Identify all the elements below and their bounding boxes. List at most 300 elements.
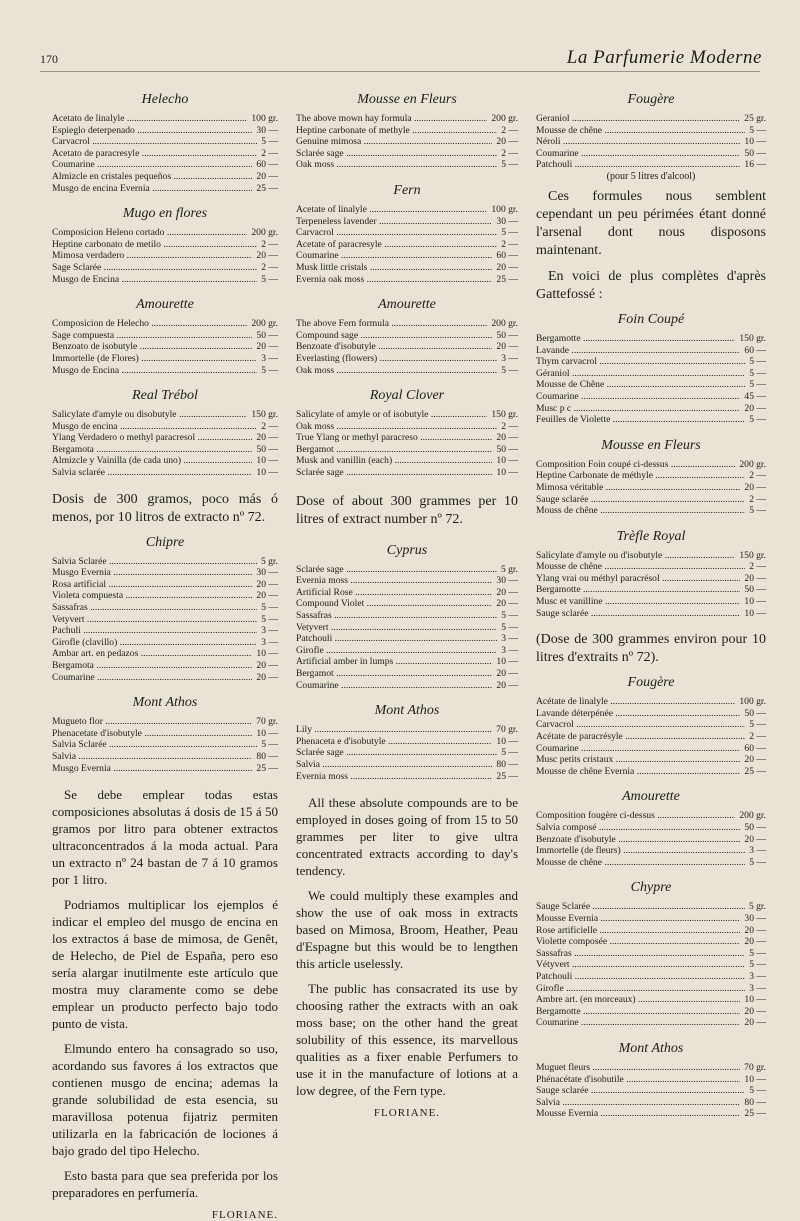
paragraph: Elmundo entero ha consagrado so uso, acordando sus favores á los extractos que contienen musgo de encina; ademas la grande solubilidad de esta esencia, su maravillosa potenua fijatriz permiten utilizarla en la fabricación de lociones á bajo grado del tipo Helecho. [52, 1041, 278, 1159]
section-title: Royal Clover [369, 388, 445, 404]
recipe-section [52, 92, 278, 194]
ingredient-quantity: 30 — [496, 215, 518, 227]
ingredient-quantity: 3 — [261, 625, 278, 637]
section-title: Real Trébol [132, 388, 198, 404]
paragraph: Se debe emplear todas estas composiciones absolutas á dosis de 15 á 50 gramos por litro para obtener extractos ultraconcentrados á la moda actual. Para un extracto nº 24 bastan de 7 á 10 gramos por 1 litro. [52, 787, 278, 888]
ingredient-quantity: 5 — [261, 136, 278, 148]
ingredient-quantity: 20 — [496, 586, 518, 598]
section-title: Fern [393, 182, 421, 198]
recipe-row [536, 766, 766, 778]
ingredient-quantity: 25 — [496, 273, 518, 285]
recipe-row [536, 403, 766, 415]
recipe-row [536, 971, 766, 983]
recipe-row [296, 113, 518, 125]
recipe-row [536, 1085, 766, 1097]
signature: FLORIANE. [211, 1209, 278, 1221]
recipe-row [296, 341, 518, 353]
ingredient-quantity: 25 — [496, 770, 518, 782]
ingredient-name: Coumarine ..... [536, 1017, 740, 1029]
recipe-row [296, 467, 518, 479]
ingredient-quantity: 150 gr. [251, 409, 278, 421]
recipe-row [296, 409, 518, 421]
recipe-row [52, 556, 278, 568]
ingredient-name: Sassafras ..... [536, 948, 745, 960]
ingredient-quantity: 20 — [496, 136, 518, 148]
recipe-row [296, 724, 518, 736]
recipe-row [296, 250, 518, 262]
ingredient-name: Bergamotte ..... [536, 333, 735, 345]
ingredient-quantity: 20 — [256, 432, 278, 444]
ingredient-quantity: 20 — [496, 598, 518, 610]
recipe-list [536, 113, 766, 171]
ingredient-name: Coumarine ..... [536, 391, 740, 403]
ingredient-name: Carvacrol ..... [536, 719, 745, 731]
recipe-row [296, 148, 518, 160]
ingredient-quantity: 5 — [261, 364, 278, 376]
recipe-row [536, 136, 766, 148]
paragraph: Esto basta para que sea preferida por los preparadores en perfumería. [52, 1168, 278, 1201]
section-title: Mont Athos [374, 703, 440, 719]
ingredient-name: Composition Foin coupé ci-dessus ..... [536, 459, 735, 471]
column-middle [296, 92, 518, 1119]
recipe-row [52, 183, 278, 195]
ingredient-name: Benzoato de isobutyle ..... [52, 341, 252, 353]
recipe-row [536, 1097, 766, 1109]
recipe-row [536, 959, 766, 971]
ingredient-quantity: 20 — [496, 261, 518, 273]
ingredient-name: Salvia ..... [536, 1097, 740, 1109]
column-right [536, 92, 766, 1132]
recipe-row [296, 747, 518, 759]
ingredient-name: Heptine carbonate of methyle ..... [296, 125, 497, 137]
section-title: Mont Athos [618, 1040, 684, 1056]
recipe-row [52, 125, 278, 137]
ingredient-quantity: 25 — [744, 765, 766, 777]
recipes-top [296, 92, 518, 479]
ingredient-quantity: 5 — [749, 505, 766, 517]
ingredient-quantity: 10 — [256, 727, 278, 739]
ingredient-quantity: 5 — [749, 856, 766, 868]
recipe-section [536, 529, 766, 620]
recipe-row [296, 759, 518, 771]
ingredient-name: Girofle ..... [536, 983, 745, 995]
recipe-section [52, 695, 278, 774]
ingredient-name: Géraniol ..... [536, 368, 745, 380]
ingredient-name: Coumarine ..... [296, 250, 492, 262]
recipe-row [536, 810, 766, 822]
recipe-row [52, 318, 278, 330]
ingredient-name: Immortelle (de fleurs) ..... [536, 845, 745, 857]
recipe-row [52, 148, 278, 160]
recipe-row [536, 368, 766, 380]
recipe-row [536, 913, 766, 925]
ingredient-quantity: 10 — [256, 455, 278, 467]
ingredient-quantity: 20 — [256, 341, 278, 353]
ingredient-quantity: 20 — [256, 170, 278, 182]
ingredient-quantity: 50 — [744, 147, 766, 159]
recipe-row [296, 444, 518, 456]
ingredient-name: Musc p c ..... [536, 403, 740, 415]
recipe-row [536, 754, 766, 766]
recipe-row [536, 333, 766, 345]
recipe-row [536, 391, 766, 403]
ingredient-name: Violeta compuesta ..... [52, 590, 252, 602]
ingredient-name: Sauge Sclarée ..... [536, 901, 745, 913]
ingredient-quantity: 10 — [256, 467, 278, 479]
ingredient-quantity: 5 — [749, 719, 766, 731]
ingredient-quantity: 30 — [496, 575, 518, 587]
recipe-row [536, 159, 766, 171]
recipe-row [52, 330, 278, 342]
ingredient-name: Musc petits cristaux ..... [536, 754, 740, 766]
ingredient-name: Patchouli ..... [296, 633, 497, 645]
ingredient-quantity: 20 — [744, 1005, 766, 1017]
ingredient-name: Acétate de paracrésyle ..... [536, 731, 745, 743]
ingredient-quantity: 5 — [749, 947, 766, 959]
recipe-row [536, 1017, 766, 1029]
section-title: Mousse en Fleurs [357, 92, 457, 107]
ingredient-name: Oak moss ..... [296, 365, 497, 377]
ingredient-quantity: 20 — [256, 250, 278, 262]
recipe-row [536, 936, 766, 948]
ingredient-name: Thym carvacrol ..... [536, 356, 745, 368]
ingredient-name: Mimosa verdadero ..... [52, 250, 252, 262]
recipe-row [536, 573, 766, 585]
ingredient-name: Composition fougère ci-dessus ..... [536, 810, 735, 822]
ingredient-quantity: 25 — [256, 762, 278, 774]
ingredient-quantity: 5 — [501, 159, 518, 171]
ingredient-quantity: 20 — [496, 341, 518, 353]
ingredient-name: Salicylate d'amyle ou disobutyle ..... [52, 409, 247, 421]
ingredient-name: Acetato de linalyle ..... [52, 113, 247, 125]
ingredient-name: Acetate of paracresyle ..... [296, 239, 497, 251]
recipe-section [536, 880, 766, 1029]
recipe-row [52, 625, 278, 637]
ingredient-quantity: 200 gr. [739, 810, 766, 822]
ingredient-quantity: 20 — [744, 936, 766, 948]
recipe-section [296, 388, 518, 479]
ingredient-name: Salvia ..... [296, 759, 492, 771]
recipe-row [296, 680, 518, 692]
ingredient-quantity: 5 — [261, 739, 278, 751]
recipe-row [52, 672, 278, 684]
ingredient-quantity: 200 gr. [491, 113, 518, 124]
recipe-row [52, 763, 278, 775]
recipe-row [52, 365, 278, 377]
recipe-row [536, 708, 766, 720]
paragraph: All these absolute compounds are to be employed in doses going of from 15 to 50 grammes per liter to give ultra concentrated extracts according to day's tendency. [296, 795, 518, 879]
ingredient-quantity: 5 gr. [500, 563, 518, 575]
ingredient-quantity: 5 — [501, 747, 518, 759]
recipe-row [536, 1062, 766, 1074]
recipe-row [52, 444, 278, 456]
ingredient-quantity: 150 gr. [739, 332, 766, 344]
ingredient-name: Heptine carbonato de metilo ..... [52, 239, 257, 251]
ingredient-name: Composicion de Helecho ..... [52, 318, 247, 330]
ingredient-quantity: 10 — [744, 136, 766, 148]
recipe-row [296, 432, 518, 444]
recipe-section [296, 183, 518, 285]
ingredient-name: Bergamota ..... [52, 660, 252, 672]
recipe-row [296, 318, 518, 330]
ingredient-name: Phenacetate d'isobutyle ..... [52, 728, 252, 740]
recipe-row [536, 414, 766, 426]
recipe-row [296, 564, 518, 576]
ingredient-name: Bergamota ..... [52, 444, 252, 456]
ingredient-name: Sassafras ..... [52, 602, 257, 614]
ingredient-quantity: 20 — [744, 1017, 766, 1029]
ingredient-quantity: 5 gr. [260, 555, 278, 567]
ingredient-quantity: 50 — [256, 329, 278, 341]
ingredient-quantity: 20 — [496, 432, 518, 444]
ingredient-quantity: 20 — [744, 833, 766, 845]
ingredient-name: Almizcle y Vainilla (de cada uno) ..... [52, 455, 252, 467]
recipe-row [536, 584, 766, 596]
recipe-row [296, 136, 518, 148]
ingredient-quantity: 2 — [749, 561, 766, 573]
ingredient-name: Evernia moss ..... [296, 771, 492, 783]
ingredient-quantity: 2 — [501, 420, 518, 432]
recipe-section [52, 297, 278, 376]
ingredient-name: Genuine mimosa ..... [296, 136, 492, 148]
ingredient-name: Benzoate d'isobutyle ..... [296, 341, 492, 353]
ingredient-quantity: 5 — [749, 414, 766, 426]
ingredient-quantity: 5 — [749, 959, 766, 971]
ingredient-name: Salvia composé ..... [536, 822, 740, 834]
ingredient-name: Bergamotte ..... [536, 1006, 740, 1018]
ingredient-name: Phenaceta e d'isobutyle ..... [296, 736, 492, 748]
recipe-row [536, 994, 766, 1006]
recipe-row [52, 353, 278, 365]
recipe-row [296, 668, 518, 680]
recipe-row [52, 113, 278, 125]
recipe-section [536, 789, 766, 868]
ingredient-quantity: 16 — [744, 159, 766, 171]
ingredient-name: Musc et vanilline ..... [536, 596, 740, 608]
ingredient-quantity: 25 gr. [744, 113, 766, 124]
recipe-row [296, 610, 518, 622]
ingredient-quantity: 200 gr. [491, 318, 518, 330]
ingredient-name: Mousse Evernia ..... [536, 913, 740, 925]
ingredient-quantity: 5 — [749, 1085, 766, 1097]
recipe-row [536, 148, 766, 160]
recipe-section [52, 535, 278, 684]
ingredient-name: Musgo de encina Evernia ..... [52, 183, 252, 195]
recipe-row [296, 239, 518, 251]
ingredient-quantity: 3 — [501, 644, 518, 656]
ingredient-name: Salicylate d'amyle ou d'isobutyle ..... [536, 550, 735, 562]
ingredient-quantity: 2 — [749, 731, 766, 743]
ingredient-name: Acetato de paracresyle ..... [52, 148, 257, 160]
page-number: 170 [40, 52, 58, 66]
ingredient-quantity: 80 — [744, 1096, 766, 1108]
recipe-row [296, 330, 518, 342]
recipe-row [296, 125, 518, 137]
ingredient-name: Musgo de Encina ..... [52, 365, 257, 377]
recipe-row [52, 614, 278, 626]
recipe-row [296, 455, 518, 467]
recipe-row [536, 845, 766, 857]
recipes-bottom [296, 543, 518, 783]
recipe-section [296, 703, 518, 782]
ingredient-quantity: 45 — [744, 390, 766, 402]
paragraph: The public has consacrated its use by choosing rather the extracts with an oak moss base; on the other hand the great solubility of this essence, its marvellous qualities as a fixer enable Perfumers to use it in the manufacture of lotions at a low degree, of the Fern type. [296, 981, 518, 1099]
recipe-row [296, 216, 518, 228]
ingredient-name: Phénacétate d'isobutile ..... [536, 1074, 740, 1086]
ingredient-quantity: 50 — [744, 707, 766, 719]
recipe-row [536, 983, 766, 995]
ingredient-quantity: 20 — [496, 679, 518, 691]
ingredient-name: Geraniol ..... [536, 113, 740, 125]
ingredient-name: Oak moss ..... [296, 421, 497, 433]
body-text [52, 786, 278, 1201]
ingredient-quantity: 2 — [261, 261, 278, 273]
recipe-row [52, 590, 278, 602]
ingredient-name: Coumarine ..... [296, 680, 492, 692]
section-title: Fougère [627, 92, 675, 107]
recipes-bottom [52, 535, 278, 775]
recipe-row [52, 716, 278, 728]
recipe-row [52, 648, 278, 660]
ingredient-quantity: 20 — [256, 590, 278, 602]
recipe-row [536, 561, 766, 573]
ingredient-name: Almizcle en cristales pequeños ..... [52, 171, 252, 183]
ingredient-quantity: 50 — [496, 329, 518, 341]
paragraph: We could multiply these examples and show the use of oak moss in extracts based on Mimosa, Broom, Heather, Peau d'Espagne but this would be to lengthen this article uselessly. [296, 888, 518, 972]
ingredient-name: Girofle (clavillo) ..... [52, 637, 257, 649]
recipe-section [296, 92, 518, 171]
ingredient-quantity: 10 — [744, 607, 766, 619]
recipe-row [52, 455, 278, 467]
recipe-row [296, 575, 518, 587]
ingredient-name: Benzoate d'isobutyle ..... [536, 834, 740, 846]
recipe-row [536, 719, 766, 731]
dose-note: Dose of about 300 grammes per 10 litres of extract number nº 72. [296, 493, 518, 527]
ingredient-name: Carvacrol ..... [52, 136, 257, 148]
ingredient-quantity: 3 — [749, 982, 766, 994]
ingredient-name: Sassafras ..... [296, 610, 497, 622]
ingredient-quantity: 5 — [261, 602, 278, 614]
ingredient-quantity: 100 gr. [251, 113, 278, 124]
ingredient-name: Girofle ..... [296, 645, 497, 657]
ingredient-quantity: 10 — [744, 994, 766, 1006]
ingredient-quantity: 50 — [744, 822, 766, 833]
ingredient-quantity: 10 — [744, 1073, 766, 1085]
body-text [296, 794, 518, 1099]
ingredient-quantity: 3 — [501, 633, 518, 645]
ingredient-quantity: 10 — [256, 648, 278, 660]
recipe-row [296, 365, 518, 377]
ingredient-quantity: 25 — [744, 1108, 766, 1120]
ingredient-quantity: 150 gr. [739, 549, 766, 561]
ingredient-quantity: 150 gr. [491, 409, 518, 421]
header-rule [40, 71, 760, 72]
recipe-row [536, 1006, 766, 1018]
recipe-row [536, 550, 766, 562]
ingredient-quantity: 100 gr. [739, 696, 766, 708]
ingredient-quantity: 20 — [744, 572, 766, 584]
ingredient-quantity: 200 gr. [251, 318, 278, 330]
ingredient-quantity: 200 gr. [251, 227, 278, 239]
ingredient-name: Ylang Verdadero o methyl paracresol ..... [52, 432, 252, 444]
ingredient-quantity: 200 gr. [739, 458, 766, 470]
ingredient-name: Vétyvert ..... [536, 959, 745, 971]
ingredient-quantity: 20 — [256, 671, 278, 683]
recipe-row [52, 159, 278, 171]
ingredient-name: Mousse de chêne Evernia ..... [536, 766, 740, 778]
ingredient-quantity: 60 — [744, 742, 766, 754]
ingredient-quantity: 5 — [261, 273, 278, 285]
ingredient-name: Salicylate of amyle or of isobutyle ..... [296, 409, 487, 421]
ingredient-name: Salvia sclarée ..... [52, 467, 252, 479]
recipe-row [52, 567, 278, 579]
section-note: (pour 5 litres d'alcool) [606, 170, 696, 182]
recipe-row [536, 345, 766, 357]
ingredient-name: Heptine Carbonate de méthyle ..... [536, 470, 745, 482]
ingredient-quantity: 20 — [256, 578, 278, 590]
recipe-row [296, 421, 518, 433]
ingredient-name: Oak moss ..... [296, 159, 497, 171]
ingredient-name: Lavande ..... [536, 345, 740, 357]
recipes-top [52, 92, 278, 479]
dose-note: (Dose de 300 grammes environ pour 10 litres d'extraits nº 72). [536, 632, 766, 666]
ingredient-quantity: 30 — [256, 124, 278, 136]
ingredient-quantity: 5 — [261, 613, 278, 625]
section-title: Mousse en Fleurs [601, 437, 701, 453]
ingredient-name: Violette composée ..... [536, 936, 740, 948]
ingredient-quantity: 5 gr. [748, 901, 766, 913]
recipe-row [52, 751, 278, 763]
recipe-row [52, 250, 278, 262]
ingredient-quantity: 60 — [256, 159, 278, 171]
recipe-row [536, 379, 766, 391]
section-title: Trèfle Royal [616, 528, 686, 544]
recipe-row [296, 633, 518, 645]
ingredient-name: Patchouli ..... [536, 159, 740, 171]
ingredient-name: Sclarée sage ..... [296, 467, 492, 479]
ingredient-quantity: 5 — [749, 379, 766, 391]
ingredient-name: Bergamotte ..... [536, 584, 740, 596]
ingredient-name: Ylang vrai ou méthyl paracrésol ..... [536, 573, 740, 585]
ingredient-quantity: 3 — [261, 636, 278, 648]
recipe-row [52, 467, 278, 479]
recipe-row [52, 239, 278, 251]
recipe-row [536, 834, 766, 846]
recipe-row [296, 771, 518, 783]
ingredient-name: Mugueto flor ..... [52, 716, 252, 728]
ingredient-quantity: 2 — [261, 420, 278, 432]
ingredient-name: Lily ..... [296, 724, 492, 736]
recipe-row [536, 596, 766, 608]
ingredient-quantity: 3 — [749, 970, 766, 982]
ingredient-name: The above Fern formula ..... [296, 318, 487, 330]
ingredient-name: True Ylang or methyl paracreso ..... [296, 432, 492, 444]
recipe-row [536, 113, 766, 125]
ingredient-name: Artificial Rose ..... [296, 587, 492, 599]
ingredient-name: Musgo Evernia ..... [52, 567, 252, 579]
section-title: Fougère [627, 675, 675, 691]
ingredient-name: Patchouli ..... [536, 971, 745, 983]
recipe-row [536, 901, 766, 913]
ingredient-quantity: 70 gr. [256, 716, 278, 728]
ingredient-name: Terpeneless lavender ..... [296, 216, 492, 228]
ingredient-name: Espieglo deterpenado ..... [52, 125, 252, 137]
ingredient-name: Salvia Sclarée ..... [52, 739, 257, 751]
recipe-row [296, 587, 518, 599]
recipe-row [296, 204, 518, 216]
recipe-row [536, 482, 766, 494]
recipe-row [52, 728, 278, 740]
